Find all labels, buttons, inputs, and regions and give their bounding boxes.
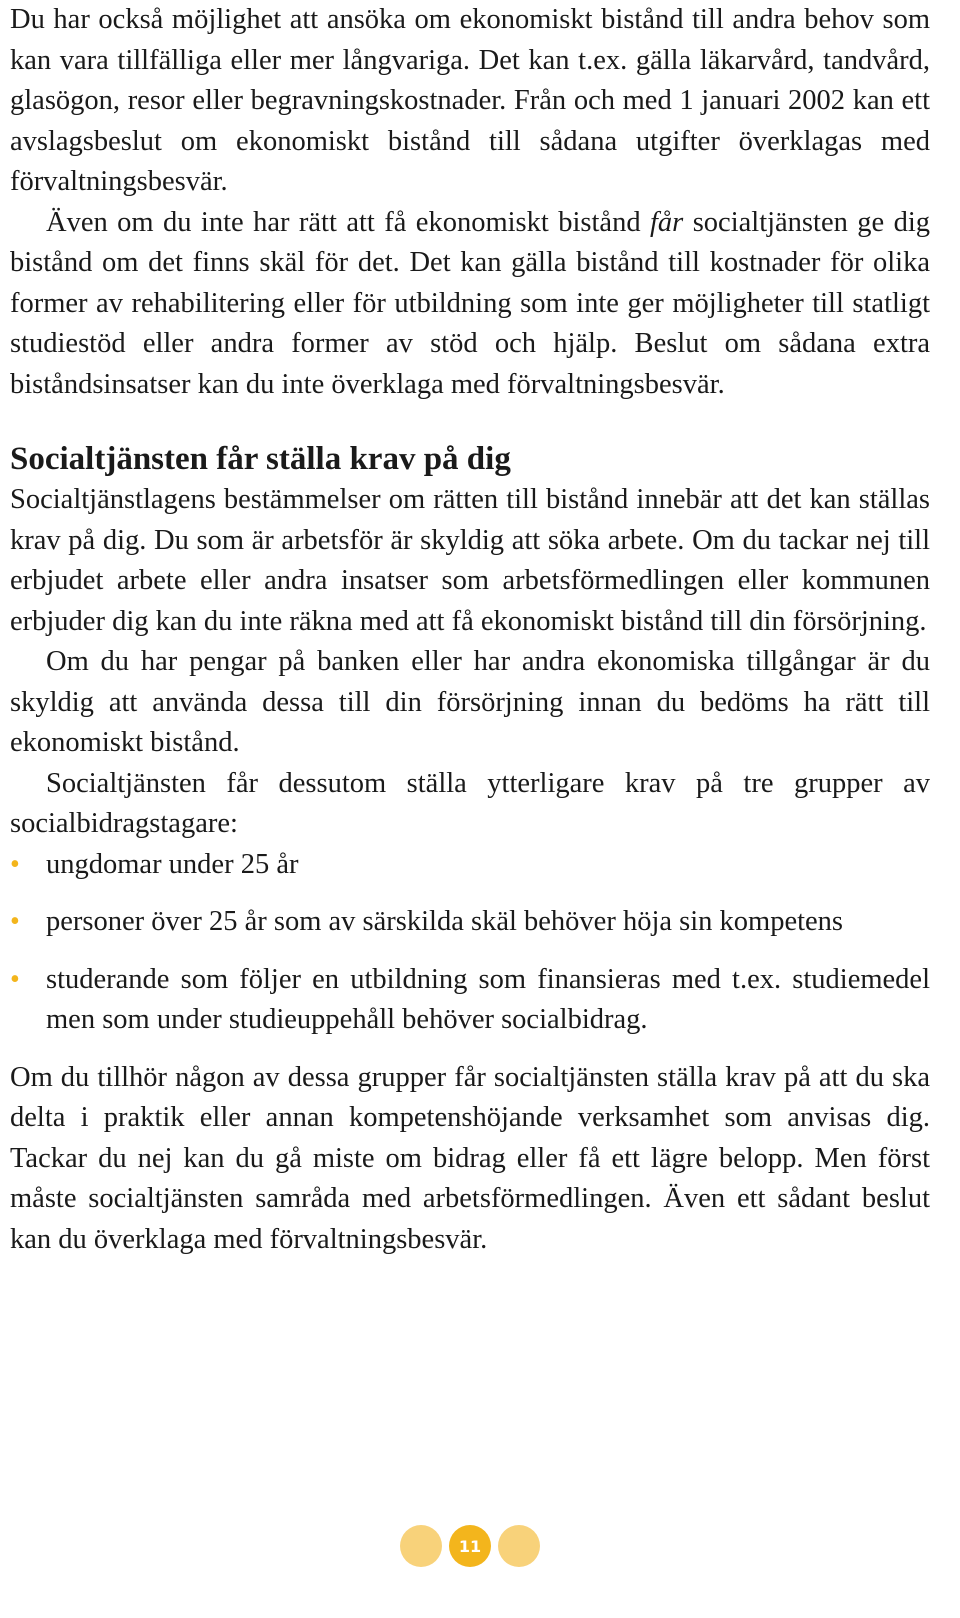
section-heading: Socialtjänsten får ställa krav på dig: [10, 441, 511, 477]
decorative-circle-icon: [498, 1525, 540, 1567]
page-number-badge: [449, 1525, 491, 1567]
paragraph-extra-assistance: [10, 203, 930, 406]
decorative-circle-icon: [400, 1525, 442, 1567]
paragraph-other-needs: Du har också möjlighet att ansöka om ekonomiskt bistånd till andra behov som kan vara tillfälliga eller mer långvariga. Det kan t.ex. gälla läkarvård, tandvård, glasögon, resor eller begravningskostnader. Från och med 1 januari 2002 kan ett avslagsbeslut om ekonomiskt bistånd till sådana utgifter överklagas med förvaltningsbesvär.: [10, 4, 930, 197]
paragraph-consequences: Om du tillhör någon av dessa grupper får socialtjänsten ställa krav på att du ska delta i praktik eller annan kompetenshöjande verksamhet som anvisas dig. Tackar du nej kan du gå miste om bidrag eller få ett lägre belopp. Men först måste socialtjänsten samråda med arbetsförmedlingen. Även ett sådant beslut kan du överklaga med förvaltningsbesvär.: [10, 1061, 930, 1255]
list-item-text: personer över 25 år som av särskilda skäl behöver höja sin kompetens: [46, 906, 843, 937]
bullet-icon: •: [10, 906, 20, 937]
list-item: [10, 902, 930, 943]
paragraph-assets: Om du har pengar på banken eller har andra ekonomiska tillgångar är du skyldig att använda dessa till din försörjning innan du bedöms ha rätt till ekonomiskt bistånd.: [10, 646, 930, 758]
bullet-icon: •: [10, 848, 20, 880]
document-page: [10, 0, 930, 1260]
list-item: [10, 960, 930, 1041]
page-number: 11: [458, 1536, 482, 1556]
list-item-text: studerande som följer en utbildning som finansieras med t.ex. studiemedel men som under studieuppehåll behöver socialbidrag.: [46, 963, 930, 1035]
bullet-list: [10, 845, 930, 1041]
paragraph-extra-assistance-part2: socialtjänsten ge dig bistånd om det finns skäl för det. Det kan gälla bistånd till kostnader för olika former av rehabilitering eller för utbildning som inte ger möjligheter till statligt studiestöd eller andra former av stöd och hjälp. Beslut om sådana extra biståndsinsatser kan du inte överklaga med förvaltningsbesvär.: [10, 206, 931, 400]
page-footer: [400, 1525, 540, 1567]
bullet-icon: •: [10, 963, 20, 995]
list-item: [10, 845, 930, 886]
list-item-text: ungdomar under 25 år: [46, 848, 299, 880]
paragraph-groups-intro: Socialtjänsten får dessutom ställa ytterligare krav på tre grupper av socialbidragstagare:: [10, 767, 930, 839]
paragraph-requirements: Socialtjänstlagens bestämmelser om rätten till bistånd innebär att det kan ställas krav på dig. Du som är arbetsför är skyldig att söka arbete. Om du tackar nej till erbjudet arbete eller andra insatser som arbetsförmedlingen eller kommunen erbjuder dig kan du inte räkna med att få ekonomiskt bistånd till din försörjning.: [10, 484, 930, 637]
emphasis-far: får: [650, 206, 684, 238]
paragraph-extra-assistance-part1: Även om du inte har rätt att få ekonomiskt bistånd: [46, 206, 641, 238]
